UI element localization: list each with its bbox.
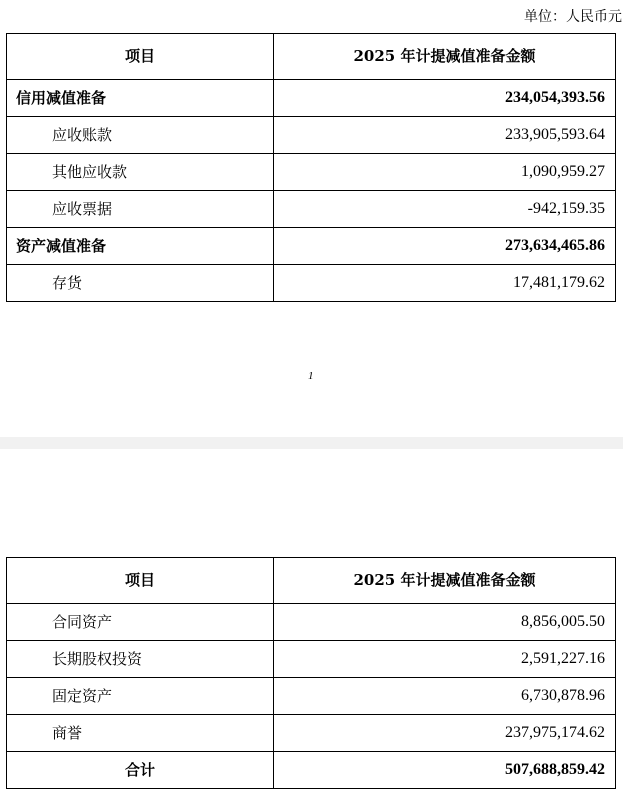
row-value: 234,054,393.56 <box>274 80 616 117</box>
table-row <box>7 228 616 265</box>
row-value: 17,481,179.62 <box>274 265 616 302</box>
header-amount: 2025 年计提减值准备金额 <box>274 558 616 604</box>
row-label: 长期股权投资 <box>7 641 274 678</box>
row-label: 应收票据 <box>7 191 274 228</box>
page-separator <box>0 437 623 449</box>
table-row <box>7 604 616 641</box>
table-row <box>7 154 616 191</box>
total-label: 合计 <box>7 752 274 789</box>
row-value: 6,730,878.96 <box>274 678 616 715</box>
header-amount: 2025 年计提减值准备金额 <box>274 34 616 80</box>
row-value: 8,856,005.50 <box>274 604 616 641</box>
table-row <box>7 80 616 117</box>
row-value: 233,905,593.64 <box>274 117 616 154</box>
table-header-row <box>7 558 616 604</box>
impairment-table-part-1 <box>6 33 616 302</box>
row-label: 固定资产 <box>7 678 274 715</box>
row-value: -942,159.35 <box>274 191 616 228</box>
row-value: 273,634,465.86 <box>274 228 616 265</box>
total-value: 507,688,859.42 <box>274 752 616 789</box>
table-row <box>7 715 616 752</box>
header-item: 项目 <box>7 34 274 80</box>
table-row <box>7 191 616 228</box>
row-value: 237,975,174.62 <box>274 715 616 752</box>
header-item: 项目 <box>7 558 274 604</box>
table-row <box>7 265 616 302</box>
table-row <box>7 678 616 715</box>
row-label: 合同资产 <box>7 604 274 641</box>
row-value: 1,090,959.27 <box>274 154 616 191</box>
row-label: 资产减值准备 <box>7 228 274 265</box>
table-header-row <box>7 34 616 80</box>
table-row <box>7 117 616 154</box>
page-number: 1 <box>308 370 314 382</box>
impairment-table-part-2 <box>6 557 616 789</box>
unit-label: 单位：人民币元 <box>524 9 622 25</box>
row-value: 2,591,227.16 <box>274 641 616 678</box>
row-label: 商誉 <box>7 715 274 752</box>
row-label: 存货 <box>7 265 274 302</box>
row-label: 应收账款 <box>7 117 274 154</box>
row-label: 信用减值准备 <box>7 80 274 117</box>
total-row <box>7 752 616 789</box>
row-label: 其他应收款 <box>7 154 274 191</box>
table-row <box>7 641 616 678</box>
